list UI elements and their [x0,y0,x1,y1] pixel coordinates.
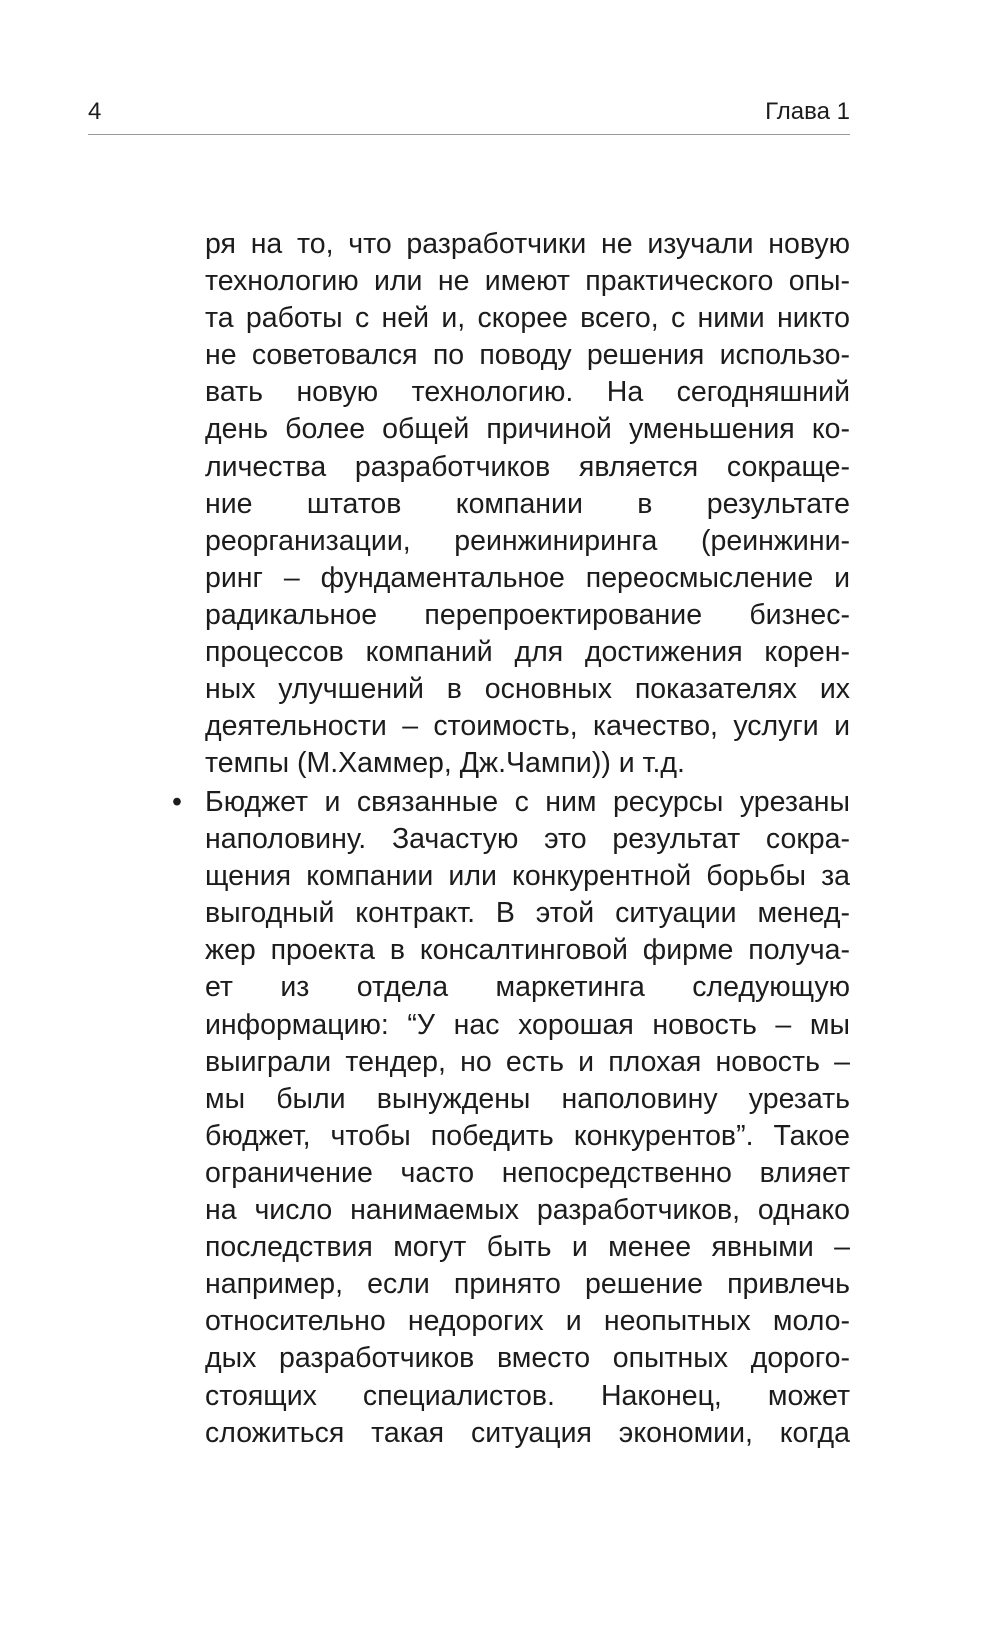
text-line: ринг – фундаментальное переосмысление и [205,561,850,594]
bullet-icon: • [172,786,182,818]
running-head [88,98,850,135]
text-line: ние штатов компании в результате [205,487,850,520]
text-line: щения компании или конкурентной борьбы за [205,860,850,893]
page-number: 4 [88,98,102,125]
text-line: выиграли тендер, но есть и плохая новость – [205,1045,850,1078]
text-line: процессов компаний для достижения корен- [205,636,850,669]
text-line: информацию: “У нас хорошая новость – мы [205,1008,850,1041]
text-line: ограничение часто непосредственно влияет [205,1156,850,1189]
text-line: технологию или не имеют практического опы- [205,265,850,298]
text-line: та работы с ней и, скорее всего, с ними никто [205,302,850,335]
text-line: ря на то, что разработчики не изучали новую [205,228,850,260]
text-line: ет из отдела маркетинга следующую [205,971,850,1004]
text-line: наполовину. Зачастую это результат сокра- [205,823,850,856]
text-line: последствия могут быть и менее явными – [205,1231,850,1264]
text-line: реорганизации, реинжиниринга (реинжини- [205,524,850,557]
text-line: бюджет, чтобы победить конкурентов”. Такое [205,1119,850,1152]
text-line: ных улучшений в основных показателях их [205,673,850,706]
text-line: радикальное перепроектирование бизнес- [205,598,850,631]
text-line: не советовался по поводу решения использо- [205,339,850,372]
paragraph [205,226,850,782]
text-line: деятельности – стоимость, качество, услуги и [205,710,850,743]
text-line: день более общей причиной уменьшения ко- [205,413,850,446]
text-line: темпы (М.Хаммер, Дж.Чампи)) и т.д. [205,747,685,780]
text-line: сложиться такая ситуация экономии, когда [205,1416,850,1449]
text-line: стоящих специалистов. Наконец, может [205,1379,850,1412]
text-line: личества разработчиков является сокраще- [205,450,850,483]
text-line: Бюджет и связанные с ним ресурсы урезаны [205,786,850,818]
text-line: дых разработчиков вместо опытных дорого- [205,1342,850,1375]
text-line: относительно недорогих и неопытных моло- [205,1305,850,1338]
text-line: жер проекта в консалтинговой фирме получа- [205,934,850,967]
text-line: выгодный контракт. В этой ситуации менед- [205,897,850,930]
text-line: на число нанимаемых разработчиков, однако [205,1194,850,1227]
chapter-label: Глава 1 [765,98,850,125]
text-line: мы были вынуждены наполовину урезать [205,1082,850,1115]
text-line: вать новую технологию. На сегодняшний [205,376,850,409]
bullet-list-item [172,784,850,1452]
text-line: например, если принято решение привлечь [205,1268,850,1301]
